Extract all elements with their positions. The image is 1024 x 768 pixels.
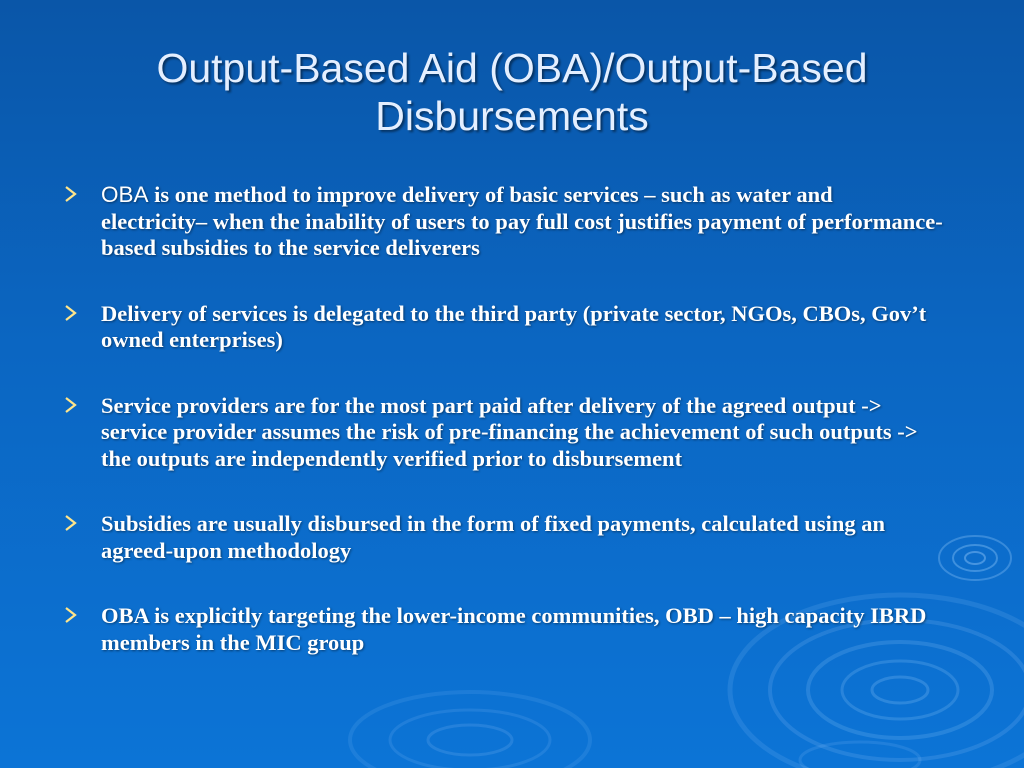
bullet-text: Service providers are for the most part paid after delivery of the agreed output -> service provider assumes the risk of pre-financing the achievement of such outputs -> the outputs are independently verified prior to disbursement (101, 392, 918, 471)
slide-title: Output-Based Aid (OBA)/Output-Based Disbursements (156, 45, 868, 139)
bullet-item (64, 603, 944, 656)
bullet-list (64, 182, 944, 695)
bullet-item (64, 182, 944, 262)
bullet-item (64, 301, 944, 354)
chevron-right-icon (64, 514, 78, 532)
chevron-right-icon (64, 606, 78, 624)
bullet-text: is one method to improve delivery of basic services – such as water and electricity– when the inability of users to pay full cost justifies payment of performance-based subsidies to the service deliverers (101, 182, 943, 260)
bullet-item (64, 393, 944, 473)
bullet-lead-text: OBA (101, 182, 149, 207)
bullet-item (64, 511, 944, 564)
chevron-right-icon (64, 396, 78, 414)
chevron-right-icon (64, 304, 78, 322)
chevron-right-icon (64, 185, 78, 203)
bullet-text: OBA is explicitly targeting the lower-income communities, OBD – high capacity IBRD members in the MIC group (101, 603, 927, 655)
bullet-text: Delivery of services is delegated to the third party (private sector, NGOs, CBOs, Gov’t owned enterprises) (101, 300, 927, 352)
bullet-text: Subsidies are usually disbursed in the form of fixed payments, calculated using an agreed-upon methodology (101, 511, 886, 563)
